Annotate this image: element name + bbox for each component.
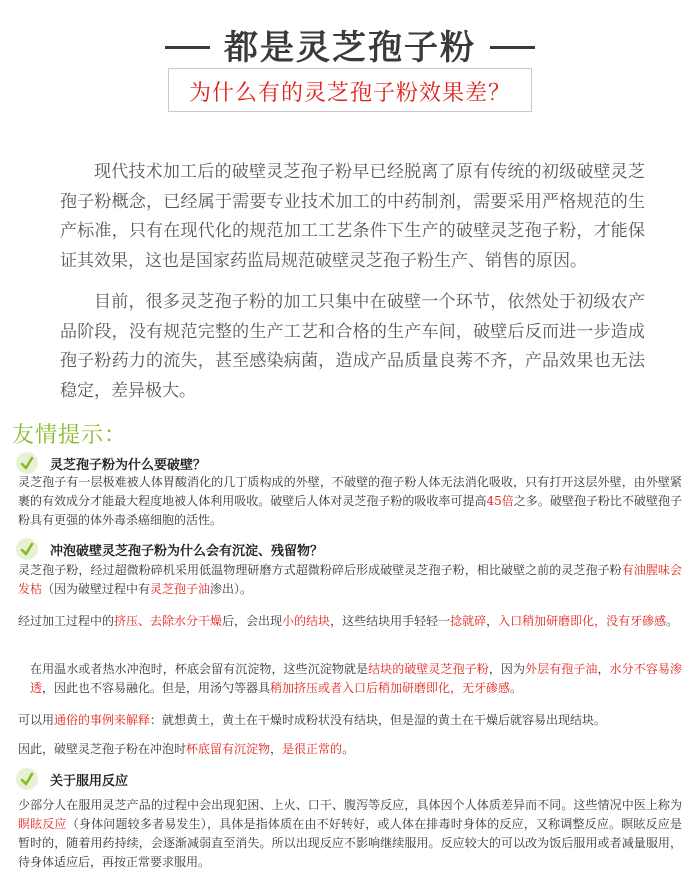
- body-text: ，因为: [488, 662, 526, 676]
- page-subtitle: 为什么有的灵芝孢子粉效果差？: [188, 81, 511, 106]
- body-text: 。: [666, 614, 679, 628]
- highlight-text: 通俗的事例来解释: [54, 713, 151, 727]
- highlight-text: 稍加挤压或者入口后稍加研磨即化，无牙碜感: [270, 681, 511, 695]
- highlight-text: 孢子油: [561, 662, 598, 676]
- body-text: ，因此也不容易融化。但是，用汤勺等器具: [42, 681, 271, 695]
- sediment-paragraph-4: [18, 711, 682, 730]
- section-header: [16, 538, 323, 560]
- body-text: ，这些结块用手轻轻一: [330, 614, 451, 628]
- highlight-text: 有油腥味会发枯: [18, 563, 682, 596]
- section-header: [16, 768, 128, 790]
- body-text: 。: [342, 742, 355, 756]
- highlight-text: 水分不容易渗透: [30, 662, 682, 695]
- body-text: 经过加工过程中的: [18, 614, 115, 628]
- header: [0, 0, 700, 110]
- leaf-icon: [16, 768, 38, 790]
- body-text: ，: [270, 742, 283, 756]
- intro-paragraph-1: 现代技术加工后的破壁灵芝孢子粉早已经脱离了原有传统的初级破壁灵芝孢子粉概念，已经属于需要专业技术加工的中药制剂，需要采用严格规范的生产标准，只有在现代化的规范加工工艺条件下生产的破壁灵芝孢子粉，才能保证其效果，这也是国家药监局规范破壁灵芝孢子粉生产、销售的原因。: [60, 162, 645, 271]
- highlight-text: 灵芝孢子油: [150, 582, 211, 596]
- section-title: 灵芝孢子粉为什么要破壁？: [50, 457, 207, 473]
- body-text: ：就想黄土，黄土在干燥时成粉状没有结块，但是湿的黄土在干燥后就容易出现结块。: [150, 713, 607, 727]
- highlight-text: 结块的破壁灵芝孢子粉: [368, 662, 489, 676]
- body-text: ，: [486, 614, 499, 628]
- highlight-text: 杯底留有沉淀物: [186, 742, 271, 756]
- section-body: [18, 796, 682, 872]
- intro-paragraph-2: 目前，很多灵芝孢子粉的加工只集中在破壁一个环节，依然处于初级农产品阶段，没有规范完整的生产工艺和合格的生产车间，破壁后反而进一步造成孢子粉药力的流失，甚至感染病菌，造成产品质量良莠不齐，产品效果也无法稳定，差异极大。: [60, 292, 645, 401]
- body-text: 渗出）。: [210, 582, 253, 596]
- highlight-text: 挤压、去除水分干燥: [114, 614, 223, 628]
- highlight-text: 是很正常的: [282, 742, 343, 756]
- body-text: 灵芝孢子有一层极难被人体胃酸消化的几丁质构成的外壁，不破壁的孢子粉人体无法消化吸收，只有打开这层外壁，由外壁紧裹的有效成分才能最大程度地被人体利用吸收。破壁后人体对灵芝孢子粉的吸收率可提高: [18, 475, 682, 508]
- highlight-text: 捻就碎: [450, 614, 487, 628]
- section-title: 关于服用反应: [50, 773, 129, 789]
- section-title: 冲泡破壁灵芝孢子粉为什么会有沉淀、残留物？: [50, 543, 324, 559]
- highlight-text: 入口稍加研磨即化，没有牙碜感: [498, 614, 667, 628]
- tip-heading: 友情提示：: [12, 423, 128, 448]
- body-text: 在用温水或者热水冲泡时，杯底会留有沉淀物，这些沉淀物就是: [30, 662, 369, 676]
- leaf-icon: [16, 452, 38, 474]
- leaf-icon: [16, 538, 38, 560]
- highlight-text: 瞑眩反应: [18, 817, 67, 831]
- intro-text: [60, 158, 645, 418]
- body-text: 灵芝孢子粉，经过超微粉碎机采用低温物理研磨方式超微粉碎后形成破壁灵芝孢子粉，相比破壁之前的灵芝孢子粉: [18, 563, 622, 577]
- sediment-paragraph-5: [18, 740, 682, 759]
- body-text: 因此，破壁灵芝孢子粉在冲泡时: [18, 742, 187, 756]
- body-text: （身体问题较多者易发生），具体是指体质在由不好转好，或人体在排毒时身体的反应，又称调整反应。瞑眩反应是暂时的，随着用药持续，会逐渐减弱直至消失。所以出现反应不影响继续服用。反应较大的可以改为饭后服用或者减量服用，待身体适应后，再按正常要求服用。: [18, 817, 682, 869]
- highlight-text: 小的结块: [282, 614, 331, 628]
- highlight-text: 45倍: [486, 494, 514, 508]
- sediment-paragraph-2: [18, 612, 682, 631]
- section-body: [18, 473, 682, 530]
- sediment-paragraph-1: [18, 561, 682, 599]
- highlight-text: 外层有: [525, 662, 562, 676]
- body-text: 少部分人在服用灵芝产品的过程中会出现犯困、上火、口干、腹泻等反应，具体因个人体质差异而不同。这些情况中医上称为: [18, 798, 682, 812]
- section-header: [16, 452, 206, 474]
- page-title: 都是灵芝孢子粉: [224, 28, 476, 68]
- body-text: 。: [510, 681, 523, 695]
- body-text: ，: [597, 662, 610, 676]
- body-text: （因为破壁过程中有: [42, 582, 151, 596]
- body-text: 可以用: [18, 713, 55, 727]
- body-text: 之多。破壁孢子粉比不破壁孢子粉具有更强的体外毒杀癌细胞的活性。: [18, 494, 682, 527]
- body-text: 后，会出现: [222, 614, 283, 628]
- sediment-paragraph-3: [30, 660, 682, 698]
